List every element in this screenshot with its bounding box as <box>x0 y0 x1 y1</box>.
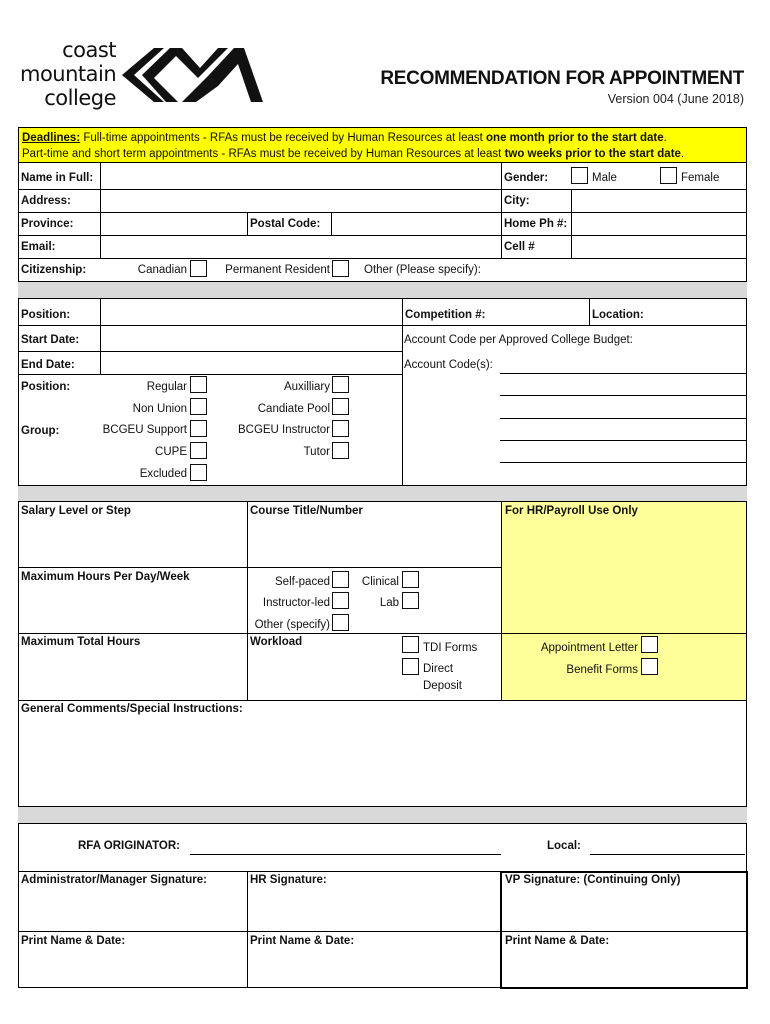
auxilliary-label: Auxilliary <box>283 381 330 393</box>
account-codes-label: Account Code(s): <box>404 359 493 371</box>
instructor-led-label: Instructor-led <box>262 597 330 609</box>
rfa-originator-label: RFA ORIGINATOR: <box>78 840 181 852</box>
clinical-checkbox[interactable] <box>402 571 419 588</box>
instructor-led-checkbox[interactable] <box>332 592 349 609</box>
appointment-letter-label: Appointment Letter <box>540 642 638 654</box>
postal-code-label: Postal Code: <box>250 218 321 230</box>
logo-wordmark <box>20 38 116 110</box>
self-paced-checkbox[interactable] <box>332 571 349 588</box>
local-line[interactable] <box>590 854 745 855</box>
local-label: Local: <box>547 840 581 852</box>
benefit-forms-checkbox[interactable] <box>641 658 658 675</box>
cell-label: Cell # <box>504 241 535 253</box>
account-code-budget-label: Account Code per Approved College Budget: <box>404 334 633 346</box>
comments-label: General Comments/Special Instructions: <box>21 703 243 715</box>
excluded-checkbox[interactable] <box>190 464 207 481</box>
logo-line-2: mountain <box>20 62 117 86</box>
gender-label: Gender: <box>504 172 549 184</box>
auxilliary-checkbox[interactable] <box>332 376 349 393</box>
non-union-label: Non Union <box>132 403 187 415</box>
max-hours-day-label: Maximum Hours Per Day/Week <box>21 571 190 583</box>
deadlines-banner <box>18 127 747 163</box>
deadline-fulltime-end: . <box>663 132 667 144</box>
end-date-label: End Date: <box>21 359 75 371</box>
deadline-parttime-end: . <box>680 148 685 160</box>
email-label: Email: <box>21 241 56 253</box>
logo-line-3: college <box>44 86 116 110</box>
location-label: Location: <box>592 309 644 321</box>
deadlines-label: Deadlines: <box>22 132 81 144</box>
lab-label: Lab <box>379 597 399 609</box>
hr-signature-label: HR Signature: <box>250 874 327 886</box>
vp-print-name-label: Print Name & Date: <box>505 935 610 947</box>
section-divider-3 <box>18 806 747 824</box>
vp-signature-box <box>500 871 748 989</box>
competition-label: Competition #: <box>405 309 486 321</box>
home-phone-label: Home Ph #: <box>504 218 568 230</box>
city-label: City: <box>504 195 530 207</box>
male-label: Male <box>592 172 617 184</box>
bcgeu-support-label: BCGEU Support <box>102 424 187 436</box>
max-total-hours-label: Maximum Total Hours <box>21 636 141 648</box>
comments-area[interactable] <box>22 722 742 802</box>
form-version: Version 004 (June 2018) <box>607 92 744 106</box>
other-specify-label: Other (specify) <box>254 619 330 631</box>
form-title: RECOMMENDATION FOR APPOINTMENT <box>380 68 744 89</box>
section-divider-1 <box>18 281 747 299</box>
course-title-label: Course Title/Number <box>250 505 363 517</box>
permanent-resident-label: Permanent Resident <box>225 264 330 276</box>
benefit-forms-label: Benefit Forms <box>566 664 638 676</box>
female-checkbox[interactable] <box>660 167 677 184</box>
bcgeu-instructor-checkbox[interactable] <box>332 420 349 437</box>
position-type-label: Position: <box>21 381 71 393</box>
bcgeu-instructor-label: BCGEU Instructor <box>237 424 330 436</box>
canadian-checkbox[interactable] <box>190 260 207 277</box>
tutor-label: Tutor <box>303 446 330 458</box>
tdi-forms-label: TDI Forms <box>423 642 478 654</box>
clinical-label: Clinical <box>361 576 399 588</box>
logo-line-1: coast <box>62 38 116 62</box>
address-label: Address: <box>21 195 71 207</box>
section-divider-2 <box>18 485 747 502</box>
non-union-checkbox[interactable] <box>190 398 207 415</box>
candiate-pool-label: Candiate Pool <box>257 403 330 415</box>
regular-checkbox[interactable] <box>190 376 207 393</box>
deadline-parttime-emphasis: two weeks prior to the start date <box>504 148 681 160</box>
female-label: Female <box>681 172 720 184</box>
bcgeu-support-checkbox[interactable] <box>190 420 207 437</box>
tdi-forms-checkbox[interactable] <box>402 636 419 653</box>
permanent-resident-checkbox[interactable] <box>332 260 349 277</box>
citizenship-label: Citizenship: <box>21 264 87 276</box>
cupe-label: CUPE <box>155 446 187 458</box>
tutor-checkbox[interactable] <box>332 442 349 459</box>
direct-label: Direct <box>423 663 454 675</box>
cupe-checkbox[interactable] <box>190 442 207 459</box>
rfa-originator-line[interactable] <box>190 854 501 855</box>
name-label: Name in Full: <box>21 172 94 184</box>
coast-mountain-logo-icon <box>120 44 265 106</box>
lab-checkbox[interactable] <box>402 592 419 609</box>
deadline-fulltime-emphasis: one month prior to the start date <box>486 132 664 144</box>
position-label: Position: <box>21 309 71 321</box>
canadian-label: Canadian <box>137 264 187 276</box>
deadline-parttime-text: Part-time and short term appointments - RFAs must be received by Human Resources at least <box>22 148 505 160</box>
deposit-label: Deposit <box>423 680 462 692</box>
direct-deposit-checkbox[interactable] <box>402 658 419 675</box>
group-label: Group: <box>21 425 60 437</box>
admin-signature-label: Administrator/Manager Signature: <box>21 874 207 886</box>
province-label: Province: <box>21 218 74 230</box>
admin-print-name-label: Print Name & Date: <box>21 935 126 947</box>
male-checkbox[interactable] <box>571 167 588 184</box>
self-paced-label: Self-paced <box>275 576 330 588</box>
hr-print-name-label: Print Name & Date: <box>250 935 355 947</box>
excluded-label: Excluded <box>139 468 187 480</box>
vp-signature-label: VP Signature: (Continuing Only) <box>505 874 681 886</box>
start-date-label: Start Date: <box>21 334 80 346</box>
other-specify-checkbox[interactable] <box>332 614 349 631</box>
salary-label: Salary Level or Step <box>21 505 131 517</box>
other-citizenship-label: Other (Please specify): <box>364 264 481 276</box>
candiate-pool-checkbox[interactable] <box>332 398 349 415</box>
workload-label: Workload <box>250 636 303 648</box>
appointment-letter-checkbox[interactable] <box>641 636 658 653</box>
hr-payroll-label: For HR/Payroll Use Only <box>505 505 638 517</box>
deadline-fulltime-text: Full-time appointments - RFAs must be received by Human Resources at least <box>80 132 487 144</box>
regular-label: Regular <box>146 381 187 393</box>
